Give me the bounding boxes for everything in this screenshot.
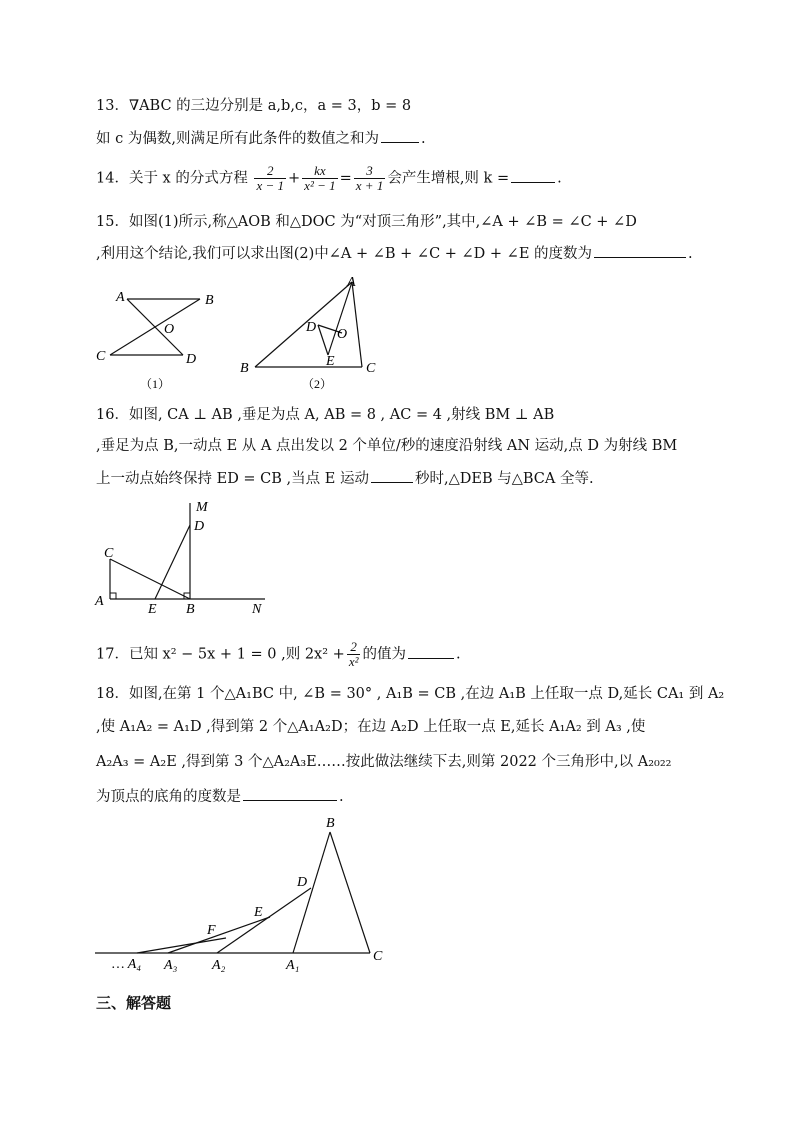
q15-figure-1 [96, 290, 214, 391]
q17-text-post: 的值为 [362, 646, 406, 663]
q18-fig-label-c: C [373, 949, 383, 964]
q18-line2: ,使 A₁A₂ = A₁D ,得到第 2 个△A₁A₂D；在边 A₂D 上任取一点 E,延长 A₁A₂ 到 A₃ ,使 [96, 719, 646, 735]
q16-fig-label-b: B [186, 602, 195, 617]
q16-line3-text: 上一动点始终保持 ED = CB ,当点 E 运动 [96, 471, 369, 487]
q13-line2 [96, 128, 426, 149]
q13-line2-text: 如 c 为偶数,则满足所有此条件的数值之和为 [96, 131, 379, 147]
q14-text: 14．关于 x 的分式方程 [96, 170, 248, 187]
q16-fig-label-e: E [148, 602, 157, 617]
q16-fig-label-m: M [196, 500, 208, 515]
q15-figures [90, 275, 400, 400]
q14-fraction-2 [302, 164, 337, 193]
q14-answer-blank [511, 168, 555, 183]
q14-f3-num: 3 [366, 163, 373, 178]
q18-figure [90, 810, 400, 975]
q15-fig1-caption: （1） [140, 377, 171, 391]
q13-answer-blank [381, 128, 419, 143]
q14-line: 14．关于 x 的分式方程 $\frac{2}{x - 1}$ + $\frac{kx}{\text{x² − 1}}$ = $\frac{3}{x + 1}$ 会产生增根,则 k = . [96, 163, 562, 193]
q15-fig1-label-o: O [164, 322, 175, 337]
q17-f-den: x² [348, 654, 359, 669]
q14-f2-den: x² − 1 [304, 178, 336, 193]
q18-answer-blank [243, 786, 337, 801]
q18-line4-end: . [339, 789, 344, 805]
q16-line3-end: 秒时,△DEB 与△BCA 全等. [414, 471, 594, 487]
q15-fig2-label-d: D [306, 320, 317, 335]
q15-line2-end: . [688, 246, 693, 262]
q16-answer-blank [371, 468, 413, 483]
q15-line2 [96, 243, 693, 264]
q15-answer-blank [594, 243, 686, 258]
q14-fraction-3 [354, 164, 386, 193]
q15-fig1-label-a: A [116, 290, 125, 305]
q15-figure-2 [240, 275, 376, 391]
q18-line3: A₂A₃ = A₂E ,得到第 3 个△A₂A₃E……按此做法继续下去,则第 2022 个三角形中,以 A₂₀₂₂ [96, 754, 672, 770]
q15-fig1-label-c: C [96, 349, 106, 364]
q18-fig-label-f: F [207, 923, 216, 938]
q17-text: 17．已知 x² − 5x + 1 = 0 ,则 2x² + [96, 646, 345, 663]
q17-f-num: 2 [350, 639, 357, 654]
q18-fig-label-d: D [297, 875, 308, 890]
q18-fig-label-a2: A₂ [212, 958, 226, 973]
q13-line1: 13．∇ABC 的三边分别是 a,b,c，a = 3，b = 8 [96, 98, 412, 114]
q14-f1-num: 2 [266, 163, 274, 178]
q15-fig2-label-o: O [337, 327, 348, 342]
q14-end: . [557, 170, 562, 187]
q17-answer-blank [408, 644, 454, 659]
q16-line2: ,垂足为点 B,一动点 E 从 A 点出发以 2 个单位/秒的速度沿射线 AN 运动,点 D 为射线 BM [96, 438, 678, 454]
q15-fig2-caption: （2） [302, 377, 333, 391]
q13-line2-end: . [420, 131, 426, 147]
q16-fig-label-c: C [104, 546, 114, 561]
q16-fig-label-d: D [194, 519, 205, 534]
q15-fig1-label-b: B [205, 293, 214, 308]
q18-fig-label-e: E [254, 905, 263, 920]
q16-fig-label-n: N [252, 602, 262, 617]
q15-line1: 15．如图(1)所示,称△AOB 和△DOC 为“对顶三角形”,其中,∠A + ∠B = ∠C + ∠D [96, 214, 637, 230]
q17-fraction [347, 640, 361, 669]
q16-line3 [96, 468, 594, 489]
q15-fig2-label-b: B [240, 361, 249, 376]
q18-fig-label-a1: A₁ [286, 958, 300, 973]
q14-f2-num: kx [314, 163, 326, 178]
q16-figure [90, 495, 280, 620]
q18-fig-label-b: B [326, 816, 335, 831]
q14-f3-den: x + 1 [355, 178, 384, 193]
q16-line1: 16．如图, CA ⊥ AB ,垂足为点 A, AB = 8 , AC = 4 ,射线 BM ⊥ AB [96, 407, 555, 423]
q18-line4-text: 为顶点的底角的度数是 [96, 789, 241, 805]
q14-f1-den: x − 1 [256, 178, 285, 193]
q14-fraction-1 [254, 164, 286, 193]
q15-fig1-label-d: D [186, 352, 197, 367]
section-title: 三、解答题 [96, 994, 172, 1012]
q17-end: . [455, 646, 461, 663]
q18-line1: 18．如图,在第 1 个△A₁BC 中, ∠B = 30° , A₁B = CB ,在边 A₁B 上任取一点 D,延长 CA₁ 到 A₂ [96, 686, 725, 702]
q18-fig-label-a4: … A₄ [112, 957, 142, 972]
q16-fig-label-a: A [95, 594, 104, 609]
q17-line [96, 640, 461, 669]
q18-line4 [96, 786, 344, 807]
q15-fig2-label-e: E [326, 354, 335, 369]
q14-text-post: 会产生增根,则 k = [387, 170, 510, 187]
q18-fig-label-a3: A₃ [164, 958, 178, 973]
q15-fig2-label-c: C [366, 361, 376, 376]
q15-line2-text: ,利用这个结论,我们可以求出图(2)中∠A + ∠B + ∠C + ∠D + ∠E 的度数为 [96, 246, 593, 262]
q15-fig2-label-a: A [347, 275, 356, 290]
